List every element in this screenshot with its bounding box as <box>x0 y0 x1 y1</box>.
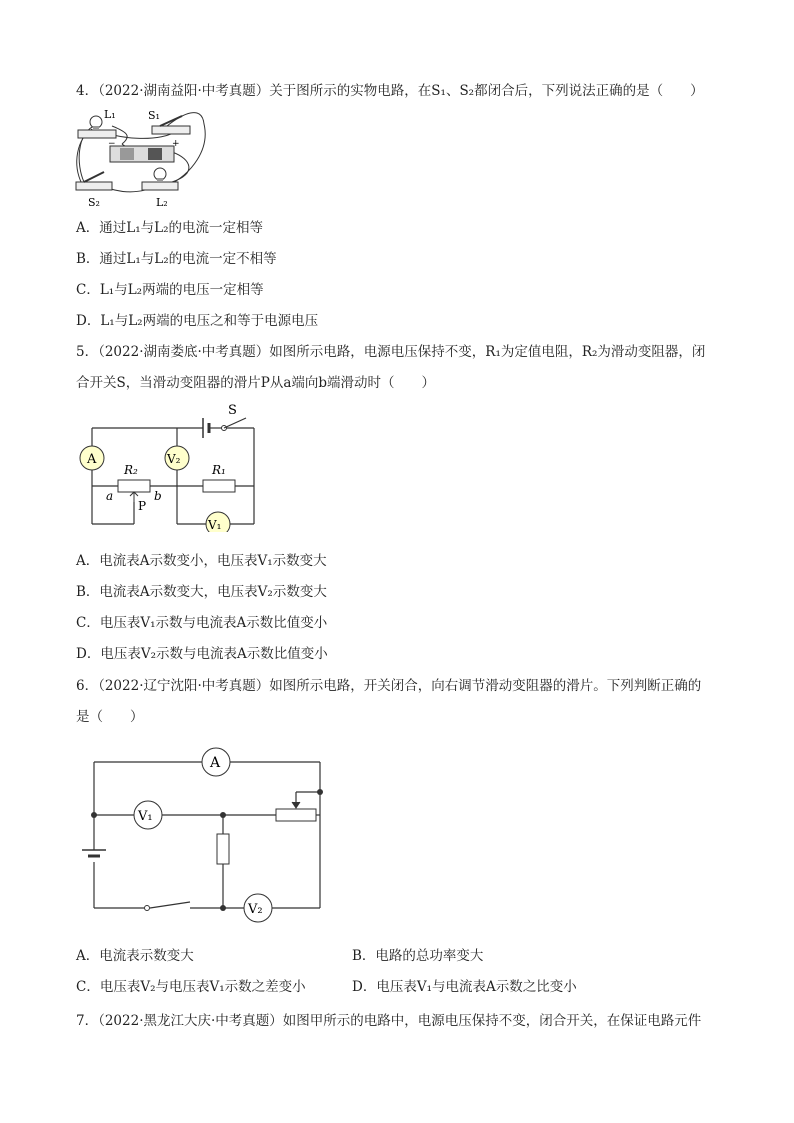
switch <box>145 906 150 911</box>
q6-option-c: C．电压表V₂与电压表V₁示数之差变小 <box>76 979 306 995</box>
v2-label: V₂ <box>248 902 263 917</box>
slider-p-arrow <box>130 492 138 502</box>
q4-stem: 4．（2022·湖南益阳·中考真题）关于图所示的实物电路，在S₁、S₂都闭合后，下列说法正确的是（ ） <box>76 83 704 99</box>
r1-label: R₁ <box>212 463 226 477</box>
q5-option-d: D．电压表V₂示数与电流表A示数比值变小 <box>76 646 328 662</box>
q6-option-a: A．电流表示数变大 <box>76 948 194 964</box>
battery-plus: + <box>172 139 180 149</box>
q5-option-a: A．电流表A示数变小，电压表V₁示数变大 <box>76 553 327 569</box>
slider-p-label: P <box>138 499 147 513</box>
q5-option-c: C．电压表V₁示数与电流表A示数比值变小 <box>76 615 328 631</box>
label-l1: L₁ <box>104 108 116 121</box>
q6-option-b: B．电路的总功率变大 <box>352 948 484 964</box>
q5-stem-line1: 5．（2022·湖南娄底·中考真题）如图所示电路，电源电压保持不变，R₁为定值电阻，R₂为滑动变阻器，闭 <box>76 344 706 360</box>
ammeter-label: A <box>210 755 221 771</box>
rheostat <box>276 809 316 821</box>
q6-stem-line2: 是（ ） <box>76 709 144 725</box>
label-s1: S₁ <box>148 109 160 122</box>
battery-symbol <box>82 850 106 856</box>
q4-option-d: D．L₁与L₂两端的电压之和等于电源电压 <box>76 313 319 329</box>
v1-label: V₁ <box>208 518 222 532</box>
battery-minus: − <box>108 139 116 149</box>
battery-symbol <box>203 418 209 438</box>
q5-stem-line2: 合开关S，当滑动变阻器的滑片P从a端向b端滑动时（ ） <box>76 375 436 391</box>
q4-physical-circuit-figure <box>72 104 212 214</box>
v2-label: V₂ <box>167 452 181 466</box>
r2-label: R₂ <box>124 463 138 477</box>
resistor-r1 <box>203 480 235 492</box>
battery <box>110 146 174 162</box>
q5-circuit-diagram <box>78 402 268 532</box>
end-b-label: b <box>154 489 162 503</box>
label-l2: L₂ <box>156 196 168 209</box>
ammeter-label: A <box>87 452 97 467</box>
rheostat-r2 <box>118 480 150 492</box>
label-s2: S₂ <box>88 196 100 209</box>
q6-stem-line1: 6．（2022·辽宁沈阳·中考真题）如图所示电路，开关闭合，向右调节滑动变阻器的滑片。下列判断正确的 <box>76 678 702 694</box>
q4-option-c: C．L₁与L₂两端的电压一定相等 <box>76 282 264 298</box>
q7-stem-line1: 7．（2022·黑龙江大庆·中考真题）如图甲所示的电路中，电源电压保持不变，闭合开关，在保证电路元件 <box>76 1013 702 1029</box>
q4-option-b: B．通过L₁与L₂的电流一定不相等 <box>76 251 277 267</box>
q6-option-d: D．电压表V₁与电流表A示数之比变小 <box>352 979 577 995</box>
rheostat-slider-arrow <box>292 802 300 808</box>
lamp-l2 <box>142 168 178 190</box>
label-s: S <box>228 403 237 418</box>
q6-circuit-diagram <box>80 742 340 932</box>
v1-label: V₁ <box>138 809 153 824</box>
q4-option-a: A．通过L₁与L₂的电流一定相等 <box>76 220 264 236</box>
q5-option-b: B．电流表A示数变大，电压表V₂示数变大 <box>76 584 327 600</box>
end-a-label: a <box>106 489 114 503</box>
fixed-resistor <box>217 834 229 864</box>
switch-s <box>222 418 247 431</box>
